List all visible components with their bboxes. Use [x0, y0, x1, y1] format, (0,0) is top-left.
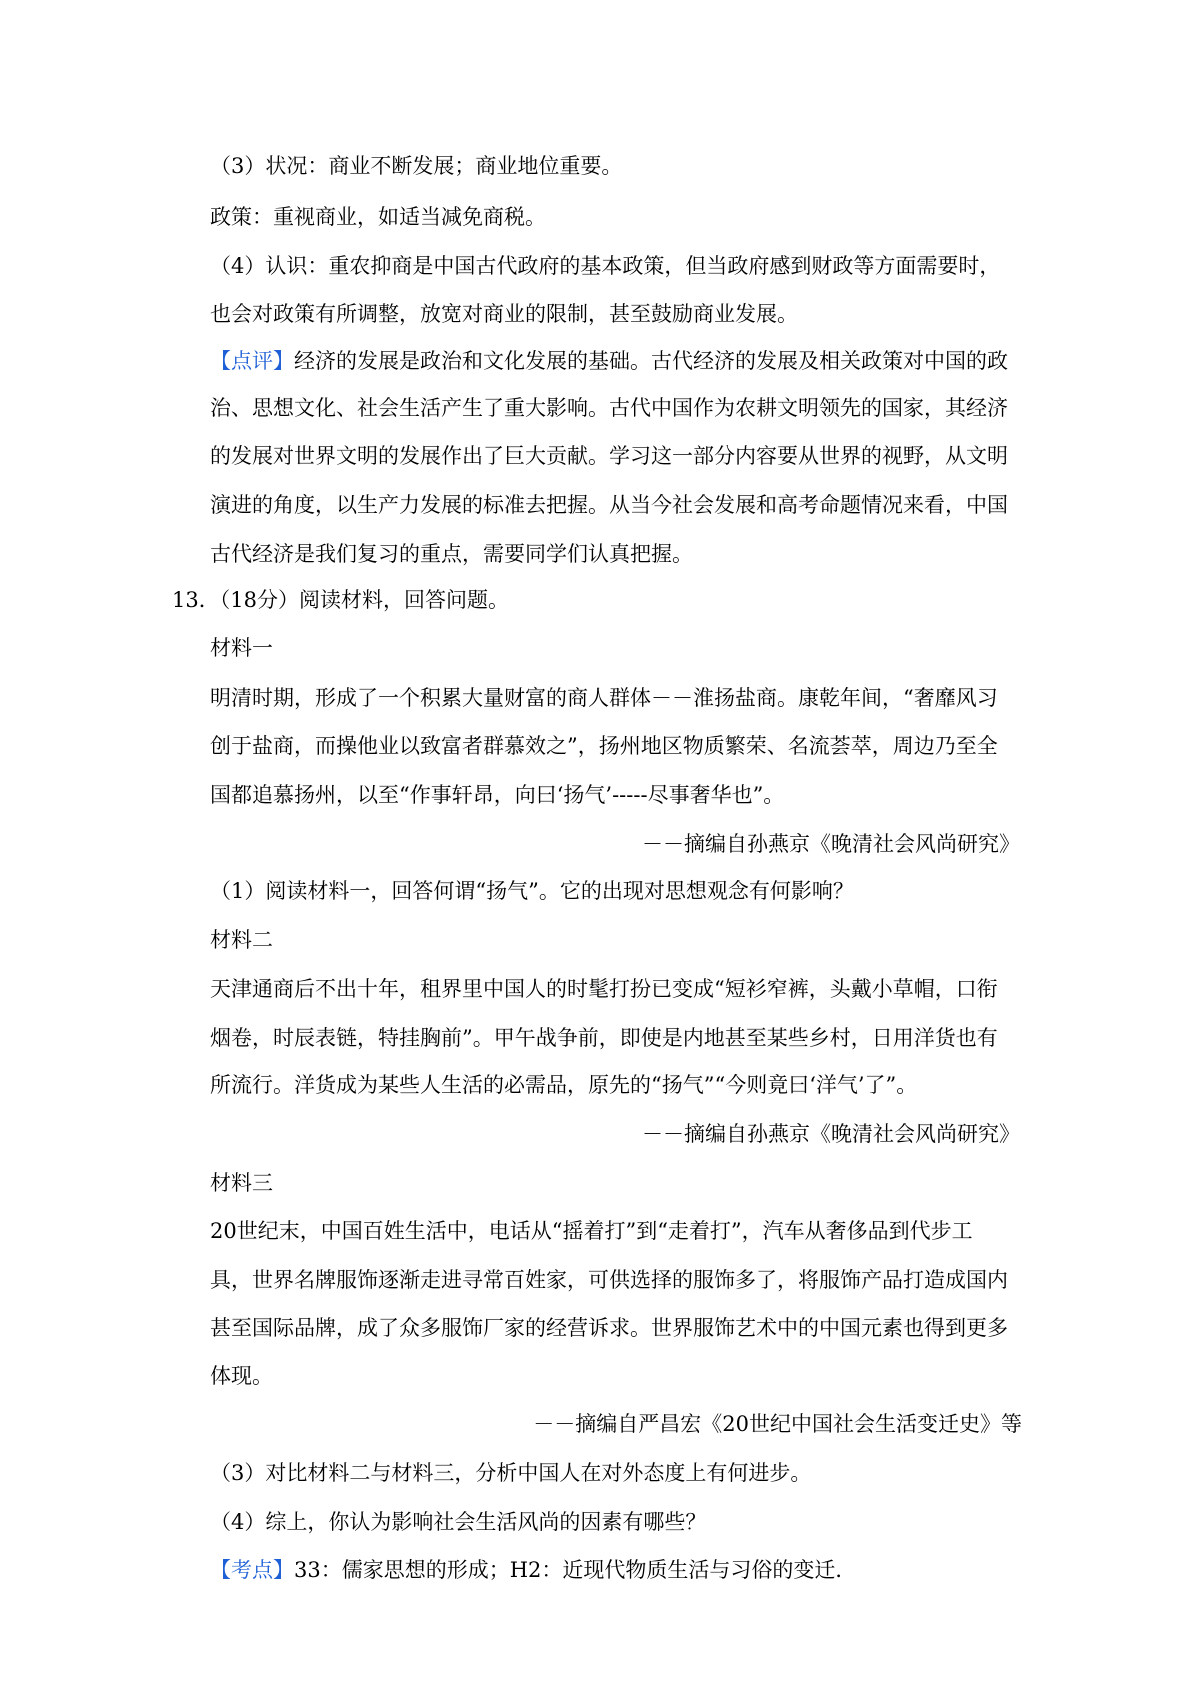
material-2-source: －－摘编自孙燕京《晚清社会风尚研究》 — [642, 1122, 1020, 1146]
material-2-line3: 所流行。洋货成为某些人生活的必需品，原先的“扬气”“今则竟曰‘洋气’了”。 — [210, 1073, 918, 1097]
comment-line3: 的发展对世界文明的发展作出了巨大贡献。学习这一部分内容要从世界的视野，从文明 — [210, 444, 1008, 468]
sub-question-1: （1）阅读材料一，回答何谓“扬气”。它的出现对思想观念有何影响？ — [210, 879, 854, 903]
material-1-title: 材料一 — [210, 636, 273, 660]
material-3-source: －－摘编自严昌宏《20世纪中国社会生活变迁史》等 — [533, 1412, 1022, 1436]
material-3-title: 材料三 — [210, 1171, 273, 1195]
answer-4-line1: （4）认识：重农抑商是中国古代政府的基本政策，但当政府感到财政等方面需要时， — [210, 254, 1001, 278]
comment-line1: 【点评】经济的发展是政治和文化发展的基础。古代经济的发展及相关政策对中国的政 — [210, 349, 1008, 373]
answer-3-policy: 政策：重视商业，如适当减免商税。 — [210, 205, 546, 229]
exam-point-line: 【考点】33：儒家思想的形成；H2：近现代物质生活与习俗的变迁． — [210, 1558, 857, 1582]
question-13-header: 13．（18分）阅读材料，回答问题。 — [172, 588, 509, 612]
material-3-line4: 体现。 — [210, 1364, 273, 1388]
comment-tag: 【点评】 — [210, 349, 294, 373]
sub-question-4: （4）综上，你认为影响社会生活风尚的因素有哪些？ — [210, 1510, 707, 1534]
material-2-line1: 天津通商后不出十年，租界里中国人的时髦打扮已变成“短衫窄裤，头戴小草帽，口衔 — [210, 977, 998, 1001]
material-1-line3: 国都追慕扬州，以至“作事轩昂，向曰‘扬气’-----尽事奢华也”。 — [210, 783, 785, 807]
material-1-line1: 明清时期，形成了一个积累大量财富的商人群体－－淮扬盐商。康乾年间，“奢靡风习 — [210, 686, 998, 710]
material-3-line1: 20世纪末，中国百姓生活中，电话从“摇着打”到“走着打”，汽车从奢侈品到代步工 — [210, 1219, 973, 1243]
comment-line4: 演进的角度，以生产力发展的标准去把握。从当今社会发展和高考命题情况来看，中国 — [210, 493, 1008, 517]
material-1-source: －－摘编自孙燕京《晚清社会风尚研究》 — [642, 832, 1020, 856]
answer-4-line2: 也会对政策有所调整，放宽对商业的限制，甚至鼓励商业发展。 — [210, 302, 798, 326]
comment-line5: 古代经济是我们复习的重点，需要同学们认真把握。 — [210, 542, 693, 566]
material-3-line3: 甚至国际品牌，成了众多服饰厂家的经营诉求。世界服饰艺术中的中国元素也得到更多 — [210, 1316, 1008, 1340]
answer-3-status: （3）状况：商业不断发展；商业地位重要。 — [210, 154, 623, 178]
material-3-line2: 具，世界名牌服饰逐渐走进寻常百姓家，可供选择的服饰多了，将服饰产品打造成国内 — [210, 1268, 1008, 1292]
exam-point-tag: 【考点】 — [210, 1558, 294, 1582]
material-2-title: 材料二 — [210, 928, 273, 952]
sub-question-3: （3）对比材料二与材料三，分析中国人在对外态度上有何进步。 — [210, 1461, 812, 1485]
material-1-line2: 创于盐商，而操他业以致富者群慕效之”，扬州地区物质繁荣、名流荟萃，周边乃至全 — [210, 734, 998, 758]
comment-line2: 治、思想文化、社会生活产生了重大影响。古代中国作为农耕文明领先的国家，其经济 — [210, 396, 1008, 420]
material-2-line2: 烟卷，时辰表链，特挂胸前”。甲午战争前，即使是内地甚至某些乡村，日用洋货也有 — [210, 1026, 998, 1050]
